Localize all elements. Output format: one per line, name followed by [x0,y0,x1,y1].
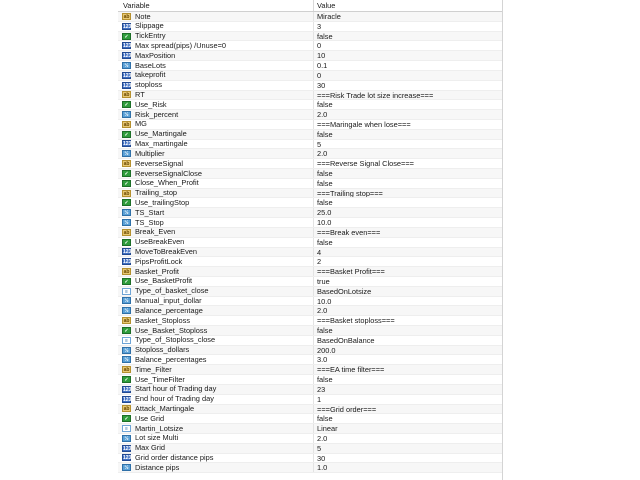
bool-icon: ✓ [122,33,131,40]
variable-cell [118,140,314,149]
v2-icon: ½ [122,150,131,157]
variable-cell [118,130,314,139]
bool-icon: ✓ [122,278,131,285]
value-cell[interactable]: false [317,326,333,335]
variable-name: Manual_input_dollar [135,296,202,306]
variable-name: Trailing_stop [135,188,178,198]
value-cell[interactable]: 1 [317,394,322,404]
table-row[interactable] [118,32,502,42]
variable-cell [118,287,314,296]
ab-icon: ab [123,318,130,325]
value-cell[interactable]: Miracle [317,12,341,21]
table-row[interactable] [118,316,502,326]
variable-cell [118,110,314,119]
table-row[interactable] [118,140,502,150]
variable-name: Max Grid [135,443,165,453]
variable-cell [118,208,314,217]
table-row[interactable] [118,346,502,356]
variable-cell [118,149,314,158]
variable-cell [118,346,314,355]
v2-icon: ½ [122,307,131,314]
value-cell[interactable]: 25.0 [317,208,332,218]
value-cell[interactable]: 5 [317,443,322,453]
variable-cell [118,159,314,168]
variable-name: Stoploss_dollars [135,345,190,355]
table-row[interactable] [118,130,502,140]
v2-icon: ½ [122,464,131,471]
variable-name: Balance_percentages [135,355,207,364]
table-row[interactable] [118,297,502,307]
variable-cell [118,179,314,188]
table-row[interactable] [118,454,502,464]
enum-icon: ≡ [122,425,131,432]
bool-icon: ✓ [122,101,131,108]
variable-name: Use_trailingStop [135,198,190,207]
value-cell[interactable]: false [317,169,333,178]
table-row[interactable] [118,12,502,22]
variable-cell [118,51,314,60]
value-cell[interactable]: false [317,414,333,424]
ab-icon: ab [123,121,130,128]
variable-name: Use_TimeFilter [135,375,185,384]
bool-icon: ✓ [122,239,131,246]
variable-name: PipsProfitLock [135,257,183,266]
value-cell[interactable]: ===Reverse Signal Close=== [317,159,414,168]
variable-cell [118,169,314,178]
variable-name: Risk_percent [135,110,179,119]
variable-cell [118,257,314,266]
variable-name: Balance_percentage [135,306,203,315]
value-cell[interactable]: ===Basket Profit=== [317,267,385,276]
v2-icon: ½ [122,435,131,442]
value-cell[interactable]: 10.0 [317,296,332,306]
variable-cell [118,32,314,41]
variable-cell [118,41,314,50]
value-cell[interactable]: 0 [317,41,322,51]
variable-name: BaseLots [135,61,166,70]
variable-name: Time_Filter [135,365,172,374]
table-row[interactable] [118,218,502,228]
variable-cell [118,463,314,472]
value-cell[interactable]: false [317,198,333,208]
table-row[interactable] [118,169,502,179]
table-row[interactable] [118,336,502,346]
123-icon: 123 [123,249,132,256]
variable-name: takeprofit [135,70,166,80]
value-cell[interactable]: ===Break even=== [317,227,381,237]
table-row[interactable] [118,120,502,130]
value-cell[interactable]: ===Grid order=== [317,404,377,414]
variable-cell [118,22,314,31]
table-row[interactable] [118,189,502,199]
variable-name: ReverseSignalClose [135,169,202,178]
table-row[interactable] [118,71,502,81]
value-cell[interactable]: false [317,375,333,384]
value-cell[interactable]: 10 [317,51,326,61]
value-cell[interactable]: false [317,178,333,188]
123-icon: 123 [123,455,132,462]
variable-name: Slippage [135,21,164,31]
table-row[interactable] [118,51,502,61]
table-row[interactable] [118,414,502,424]
value-cell[interactable]: 23 [317,384,326,394]
table-row[interactable] [118,228,502,238]
123-icon: 123 [123,396,132,403]
variable-name: Max spread(pips) /Unuse=0 [135,41,226,50]
variable-cell [118,277,314,286]
table-row[interactable] [118,375,502,385]
table-row[interactable] [118,326,502,336]
enum-icon: ≡ [122,337,131,344]
variable-cell [118,297,314,306]
variable-name: Basket_Stoploss [135,316,191,325]
variable-name: Close_When_Profit [135,178,199,188]
variable-name: MG [135,119,147,129]
variable-name: Distance pips [135,463,180,472]
variable-cell [118,198,314,207]
variable-cell [118,405,314,414]
variable-cell [118,395,314,404]
variable-cell [118,414,314,423]
value-cell[interactable]: Linear [317,424,338,433]
variable-cell [118,61,314,70]
variable-name: Grid order distance pips [135,453,214,463]
value-cell[interactable]: 10.0 [317,218,332,227]
table-row[interactable] [118,159,502,169]
table-row[interactable] [118,267,502,277]
table-row[interactable] [118,405,502,415]
variable-cell [118,385,314,394]
value-cell[interactable]: BasedOnLotsize [317,286,372,296]
variable-name: Basket_Profit [135,267,179,276]
v2-icon: ½ [122,356,131,363]
table-row[interactable] [118,444,502,454]
value-cell[interactable]: false [317,237,333,247]
value-cell[interactable]: 2 [317,257,322,267]
value-cell[interactable]: 4 [317,247,322,257]
ab-icon: ab [123,406,130,413]
variable-cell [118,267,314,276]
bool-icon: ✓ [122,170,131,177]
v2-icon: ½ [122,209,131,216]
ab-icon: ab [123,229,130,236]
table-row[interactable] [118,22,502,32]
123-icon: 123 [123,445,132,452]
variable-cell [118,100,314,109]
v2-icon: ½ [122,297,131,304]
variable-name: Attack_Martingale [135,404,195,413]
enum-icon: ≡ [122,288,131,295]
value-cell[interactable]: ===Basket stoploss=== [317,316,395,325]
column-header-value[interactable]: Value [317,1,336,10]
table-row[interactable] [118,395,502,405]
table-row[interactable] [118,41,502,51]
column-header-variable[interactable]: Variable [118,0,314,11]
table-row[interactable] [118,91,502,101]
variable-name: TickEntry [135,31,166,41]
variable-name: Use_Martingale [135,129,187,139]
ab-icon: ab [123,367,130,374]
variable-name: stoploss [135,80,163,90]
table-row[interactable] [118,463,502,473]
ab-icon: ab [123,92,130,99]
table-row[interactable] [118,287,502,297]
v2-icon: ½ [122,347,131,354]
variable-name: Use Grid [135,414,165,423]
123-icon: 123 [123,72,132,79]
variable-name: MoveToBreakEven [135,247,198,256]
123-icon: 123 [123,82,132,89]
variable-name: Start hour of Trading day [135,384,217,394]
variable-name: Use_Risk [135,100,167,109]
bool-icon: ✓ [122,415,131,422]
variable-cell [118,375,314,384]
value-cell[interactable]: ===Maringale when lose=== [317,119,411,129]
variable-cell [118,91,314,100]
value-cell[interactable]: false [317,100,333,110]
bool-icon: ✓ [122,180,131,187]
table-row[interactable] [118,61,502,71]
variable-name: Use_Basket_Stoploss [135,326,208,335]
variable-cell [118,71,314,80]
variable-cell [118,365,314,374]
variable-cell [118,326,314,335]
value-cell[interactable]: 200.0 [317,345,336,355]
bool-icon: ✓ [122,327,131,334]
value-cell[interactable]: ===Trailing stop=== [317,188,383,198]
123-icon: 123 [123,23,132,30]
variable-cell [118,189,314,198]
value-cell[interactable]: 30 [317,80,326,90]
variable-cell [118,218,314,227]
variable-name: Use_BasketProfit [135,276,193,286]
value-cell[interactable]: 1.0 [317,463,328,473]
table-row[interactable] [118,424,502,434]
ab-icon: ab [123,161,130,168]
variable-name: TS_Stop [135,218,164,227]
variable-cell [118,336,314,345]
ab-icon: ab [123,13,130,20]
variable-cell [118,454,314,463]
variable-name: Type_of_Stoploss_close [135,335,216,345]
table-row[interactable] [118,179,502,189]
value-cell[interactable]: ===Risk Trade lot size increase=== [317,90,434,100]
variable-name: Type_of_basket_close [135,286,209,296]
table-row[interactable] [118,110,502,120]
123-icon: 123 [123,43,132,50]
variable-cell [118,306,314,315]
value-cell[interactable]: ===EA time filter=== [317,365,385,375]
variable-name: Martin_Lotsize [135,424,184,433]
table-row[interactable] [118,365,502,375]
123-icon: 123 [123,53,132,60]
v2-icon: ½ [122,62,131,69]
table-row[interactable] [118,238,502,248]
value-cell[interactable]: 3.0 [317,355,328,365]
variable-cell [118,355,314,364]
value-cell[interactable]: 3 [317,21,322,31]
value-cell[interactable]: 30 [317,453,326,463]
variable-cell [118,81,314,90]
v2-icon: ½ [122,219,131,226]
variable-cell [118,248,314,257]
variable-name: Note [135,12,151,21]
table-row[interactable] [118,277,502,287]
variable-name: UseBreakEven [135,237,185,247]
variable-cell [118,120,314,129]
variable-name: TS_Start [135,208,165,217]
variable-name: Max_martingale [135,139,188,149]
value-cell[interactable]: true [317,276,330,286]
123-icon: 123 [123,141,132,148]
variable-cell [118,424,314,433]
variable-cell [118,238,314,247]
variable-name: MaxPosition [135,51,176,60]
table-row[interactable] [118,100,502,110]
inputs-table [118,0,503,480]
variable-name: ReverseSignal [135,159,184,168]
ab-icon: ab [123,190,130,197]
variable-cell [118,228,314,237]
value-cell[interactable]: 2.0 [317,306,328,316]
variable-cell [118,444,314,453]
value-cell[interactable]: 2.0 [317,149,328,159]
value-cell[interactable]: 0.1 [317,61,328,70]
value-cell[interactable]: 5 [317,139,322,149]
variable-name: End hour of Trading day [135,394,214,404]
table-row[interactable] [118,198,502,208]
variable-name: Multiplier [135,149,165,158]
123-icon: 123 [123,386,132,393]
variable-name: Lot size Multi [135,433,179,443]
bool-icon: ✓ [122,131,131,138]
table-row[interactable] [118,434,502,444]
table-row[interactable] [118,355,502,365]
table-row[interactable] [118,385,502,395]
table-row[interactable] [118,208,502,218]
value-cell[interactable]: false [317,129,333,139]
table-row[interactable] [118,257,502,267]
variable-cell [118,12,314,21]
variable-cell [118,316,314,325]
table-header [118,0,502,12]
bool-icon: ✓ [122,376,131,383]
ab-icon: ab [123,269,130,276]
v2-icon: ½ [122,111,131,118]
variable-name: RT [135,90,145,99]
table-row[interactable] [118,306,502,316]
table-body [118,12,502,473]
value-cell[interactable]: 2.0 [317,110,328,119]
variable-cell [118,434,314,443]
table-row[interactable] [118,149,502,159]
variable-name: Break_Even [135,227,176,237]
table-row[interactable] [118,248,502,258]
value-cell[interactable]: BasedOnBalance [317,335,375,345]
value-cell[interactable]: 0 [317,70,322,80]
value-cell[interactable]: 2.0 [317,433,328,443]
table-row[interactable] [118,81,502,91]
bool-icon: ✓ [122,199,131,206]
123-icon: 123 [123,259,132,266]
value-cell[interactable]: false [317,31,333,41]
